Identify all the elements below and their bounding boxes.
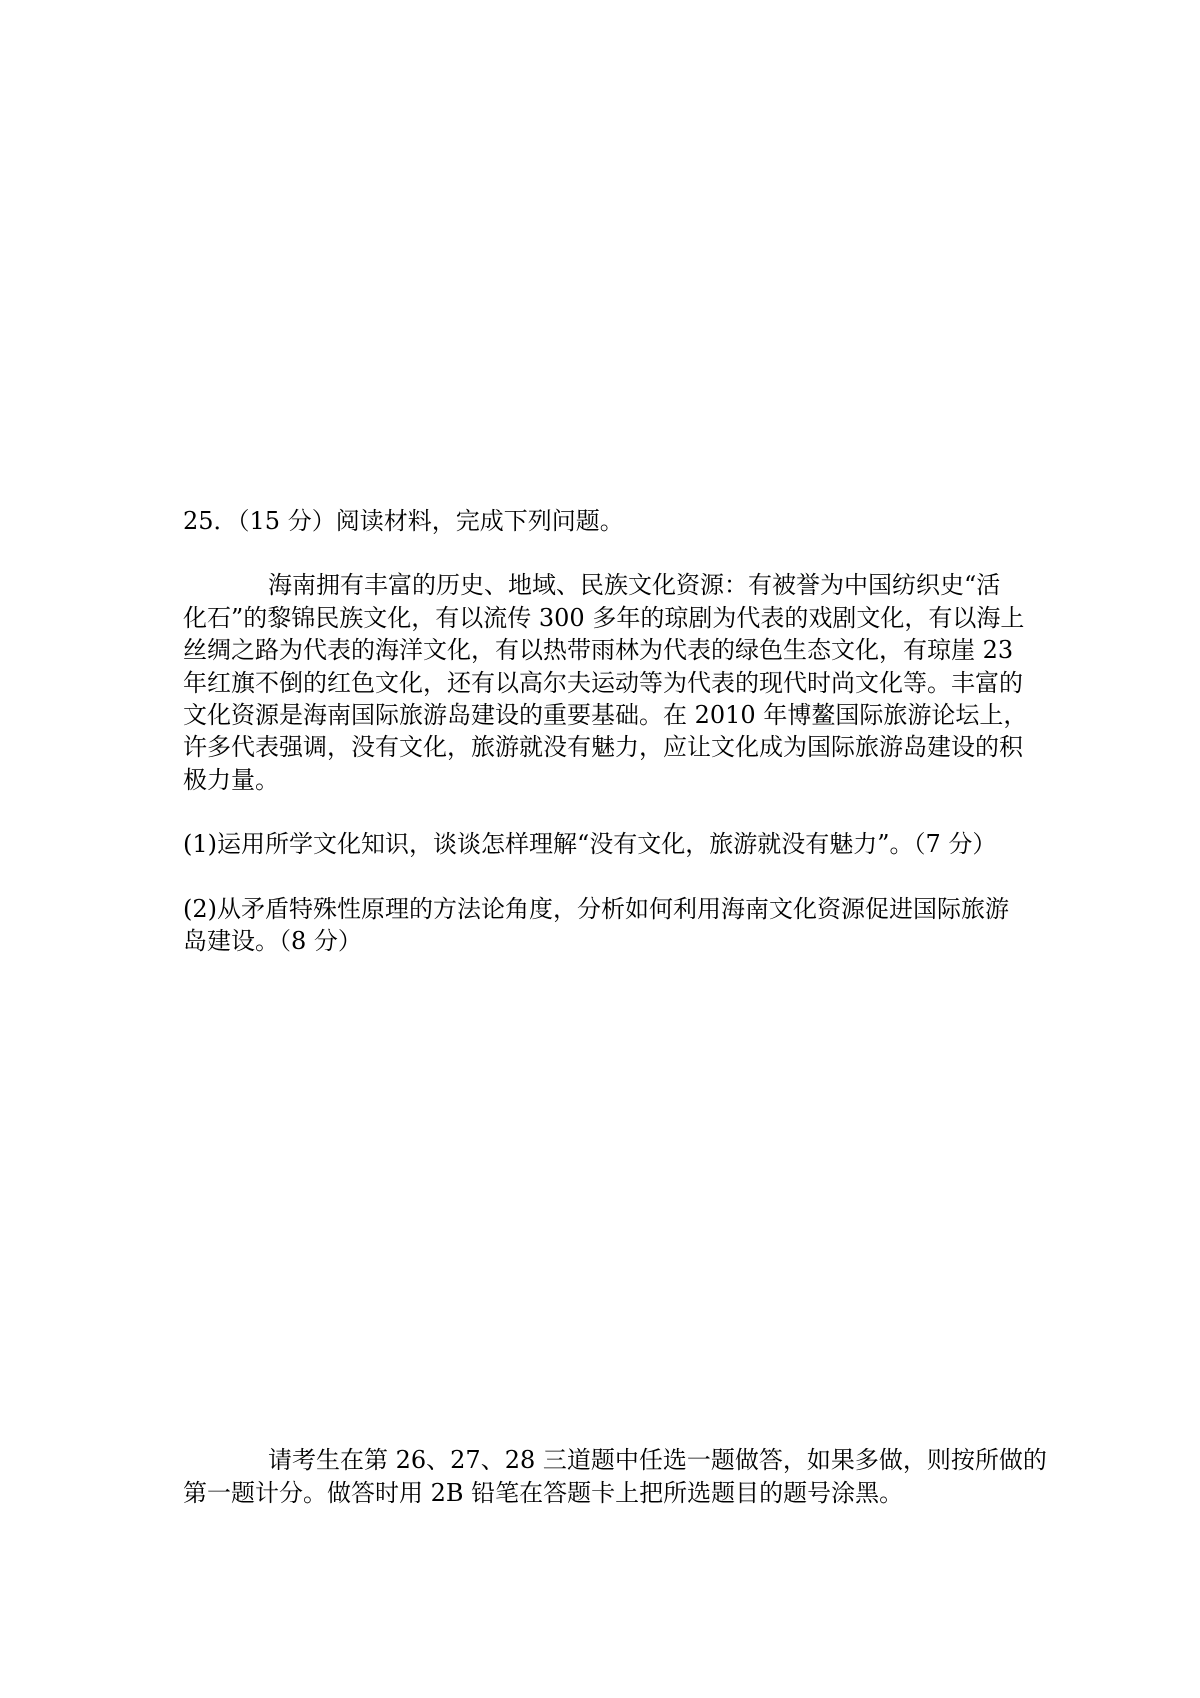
material-line: 极力量。 bbox=[183, 766, 279, 794]
material-line: 许多代表强调，没有文化，旅游就没有魅力，应让文化成为国际旅游岛建设的积 bbox=[183, 733, 1023, 761]
material-line: 文化资源是海南国际旅游岛建设的重要基础。在 2010 年博鳌国际旅游论坛上， bbox=[183, 701, 1028, 729]
sub-question-2-line: (2)从矛盾特殊性原理的方法论角度，分析如何利用海南文化资源促进国际旅游 bbox=[183, 895, 1009, 923]
material-line: 丝绸之路为代表的海洋文化，有以热带雨林为代表的绿色生态文化，有琼崖 23 bbox=[183, 636, 1014, 664]
material-line: 年红旗不倒的红色文化，还有以高尔夫运动等为代表的现代时尚文化等。丰富的 bbox=[183, 669, 1023, 697]
instruction-line: 第一题计分。做答时用 2B 铅笔在答题卡上把所选题目的题号涂黑。 bbox=[183, 1479, 904, 1507]
sub-question-1: (1)运用所学文化知识，谈谈怎样理解“没有文化，旅游就没有魅力”。（7 分） bbox=[183, 830, 997, 858]
sub-question-2-line: 岛建设。（8 分） bbox=[183, 927, 362, 955]
material-line: 化石”的黎锦民族文化，有以流传 300 多年的琼剧为代表的戏剧文化，有以海上 bbox=[183, 604, 1025, 632]
instruction-line: 请考生在第 26、27、28 三道题中任选一题做答，如果多做，则按所做的 bbox=[268, 1446, 1047, 1474]
question-heading: 25．（15 分）阅读材料，完成下列问题。 bbox=[183, 507, 624, 535]
material-line: 海南拥有丰富的历史、地域、民族文化资源：有被誉为中国纺织史“活 bbox=[268, 571, 1001, 599]
